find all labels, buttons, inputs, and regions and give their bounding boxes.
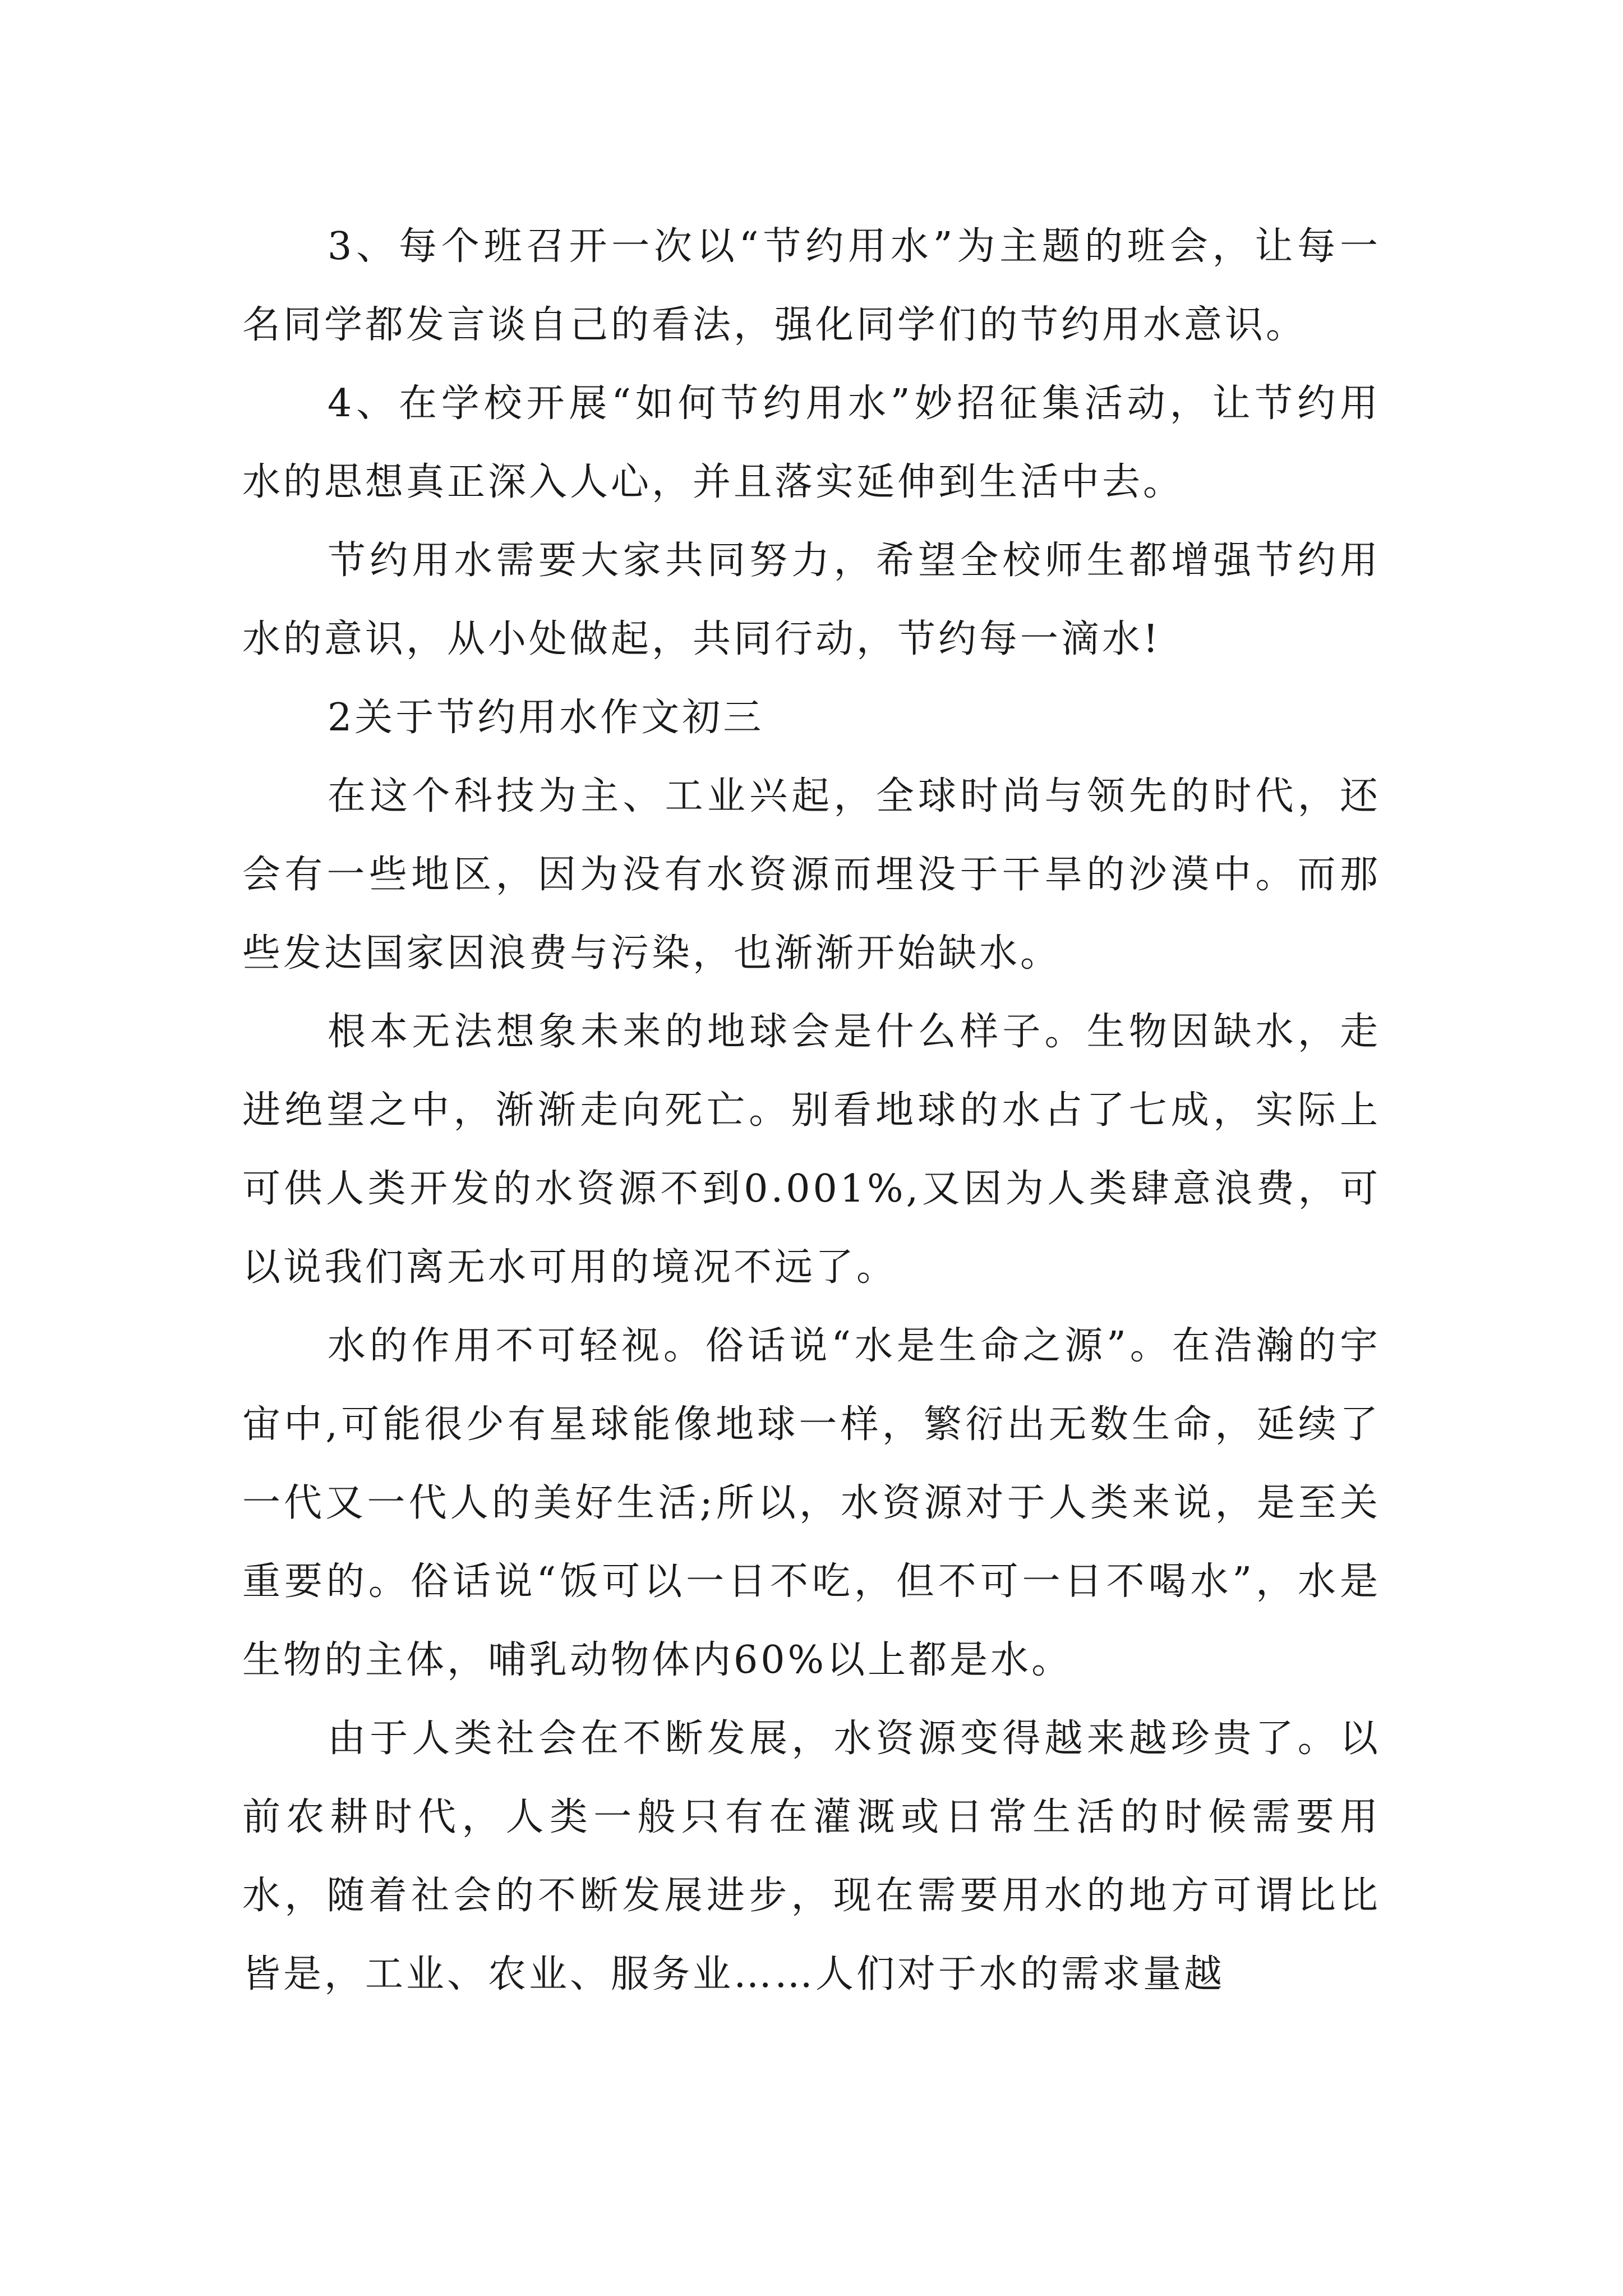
document-body (242, 208, 1381, 2014)
paragraph-conclusion: 节约用水需要大家共同努力，希望全校师生都增强节约用水的意识，从小处做起，共同行动，节约每一滴水! (242, 539, 1381, 661)
section-heading: 2关于节约用水作文初三 (328, 696, 764, 740)
essay-paragraph-3: 水的作用不可轻视。俗话说“水是生命之源”。在浩瀚的宇宙中,可能很少有星球能像地球一样，繁衍出无数生命，延续了一代又一代人的美好生活;所以，水资源对于人类来说，是至关重要的。俗话说“饭可以一日不吃，但不可一日不喝水”，水是生物的主体，哺乳动物体内60%以上都是水。 (242, 1324, 1381, 1682)
paragraph-item-3: 3、每个班召开一次以“节约用水”为主题的班会，让每一名同学都发言谈自己的看法，强化同学们的节约用水意识。 (242, 224, 1381, 347)
essay-paragraph-4: 由于人类社会在不断发展，水资源变得越来越珍贵了。以前农耕时代，人类一般只有在灌溉或日常生活的时候需要用水，随着社会的不断发展进步，现在需要用水的地方可谓比比皆是，工业、农业、服务业……人们对于水的需求量越 (242, 1717, 1381, 1996)
essay-paragraph-2: 根本无法想象未来的地球会是什么样子。生物因缺水，走进绝望之中，渐渐走向死亡。别看地球的水占了七成，实际上可供人类开发的水资源不到0.001%,又因为人类肆意浪费，可以说我们离无水可用的境况不远了。 (242, 1010, 1381, 1290)
paragraph-item-4: 4、在学校开展“如何节约用水”妙招征集活动，让节约用水的思想真正深入人心，并且落实延伸到生活中去。 (242, 381, 1381, 504)
essay-paragraph-1: 在这个科技为主、工业兴起，全球时尚与领先的时代，还会有一些地区，因为没有水资源而埋没于干旱的沙漠中。而那些发达国家因浪费与污染，也渐渐开始缺水。 (242, 774, 1381, 976)
